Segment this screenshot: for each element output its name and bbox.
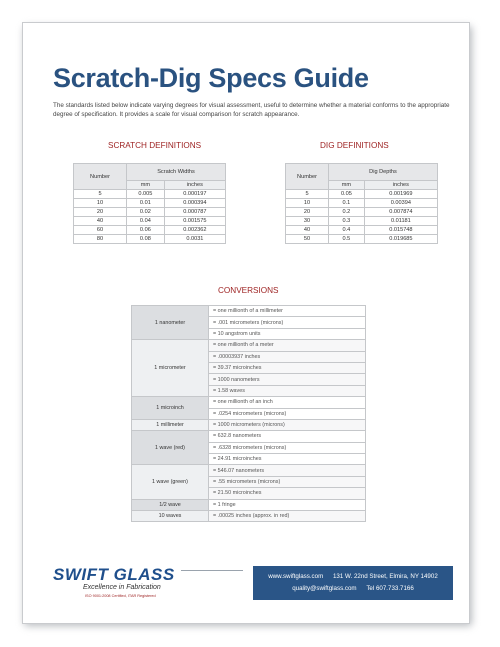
dig-col-mm: mm [329,181,365,190]
conversion-row [132,419,366,430]
contact-box [253,566,453,600]
logo-name: SWIFT GLASS [53,565,175,584]
conversion-value: = .55 micrometers (microns) [209,476,366,487]
table-row [74,217,226,226]
website-link[interactable]: www.swiftglass.com [268,573,324,580]
logo-certification: ISO 9001:2008 Certified, ITAR Registered [85,594,156,598]
table-row [74,208,226,217]
page-title: Scratch-Dig Specs Guide [53,63,369,93]
cell-inches: 0.000394 [164,199,225,208]
table-row [74,226,226,235]
cell-number: 10 [74,199,127,208]
cell-number: 60 [74,226,127,235]
cell-mm: 0.02 [127,208,165,217]
conversion-row [132,306,366,317]
conversion-row [132,511,366,522]
conversion-value: = .0254 micrometers (microns) [209,408,366,419]
table-row [286,199,438,208]
cell-inches: 0.00394 [364,199,437,208]
cell-number: 40 [286,226,329,235]
conversion-row [132,397,366,408]
cell-inches: 0.001969 [364,190,437,199]
address-text: 131 W. 22nd Street, Elmira, NY 14902 [332,573,438,580]
table-row [74,235,226,244]
cell-mm: 0.04 [127,217,165,226]
cell-number: 30 [286,217,329,226]
conversion-unit: 1 nanometer [132,306,209,340]
cell-inches: 0.000197 [164,190,225,199]
conversion-unit: 10 waves [132,511,209,522]
conversion-value: = 1 fringe [209,499,366,510]
cell-mm: 0.01 [127,199,165,208]
phone-text: Tel 607.733.7166 [366,585,414,592]
cell-mm: 0.05 [329,190,365,199]
dig-col-number: Number [286,164,329,190]
dig-table [285,163,438,244]
cell-inches: 0.000787 [164,208,225,217]
conversion-value: = 21.50 microinches [209,488,366,499]
conversion-row [132,465,366,476]
cell-number: 80 [74,235,127,244]
conversion-unit: 1 wave (red) [132,431,209,465]
scratch-heading: SCRATCH DEFINITIONS [108,141,202,150]
logo-tagline: Excellence in Fabrication [83,584,161,591]
cell-mm: 0.4 [329,226,365,235]
conversion-value: = 1000 nanometers [209,374,366,385]
cell-number: 40 [74,217,127,226]
dig-col-inches: inches [364,181,437,190]
conversion-row [132,340,366,351]
conversion-value: = one millionth of a millimeter [209,306,366,317]
footer-divider [181,570,243,571]
conversion-value: = one millionth of a meter [209,340,366,351]
table-row [286,217,438,226]
cell-inches: 0.019685 [364,235,437,244]
conversion-value: = .00003937 inches [209,351,366,362]
cell-inches: 0.001575 [164,217,225,226]
conversion-value: = 39.37 microinches [209,362,366,373]
cell-number: 10 [286,199,329,208]
cell-number: 50 [286,235,329,244]
conversion-row [132,431,366,442]
cell-mm: 0.06 [127,226,165,235]
conversion-value: = 24.91 microinches [209,454,366,465]
conversion-row [132,499,366,510]
conversion-unit: 1 microinch [132,397,209,420]
dig-group-header: Dig Depths [329,164,438,181]
conversions-heading: CONVERSIONS [218,286,279,295]
conversion-unit: 1/2 wave [132,499,209,510]
conversion-value: = 10 angstrom units [209,328,366,339]
cell-mm: 0.3 [329,217,365,226]
scratch-col-number: Number [74,164,127,190]
cell-inches: 0.015748 [364,226,437,235]
contact-line-1 [253,571,453,583]
swift-glass-logo [53,565,203,607]
cell-number: 5 [74,190,127,199]
table-row [74,199,226,208]
table-row [286,226,438,235]
cell-mm: 0.2 [329,208,365,217]
conversion-unit: 1 wave (green) [132,465,209,499]
scratch-col-inches: inches [164,181,225,190]
conversion-value: = .6328 micrometers (microns) [209,442,366,453]
cell-mm: 0.1 [329,199,365,208]
document-page [22,22,470,624]
intro-paragraph: The standards listed below indicate varying degrees for visual assessment, useful to determine whether a material conforms to the appropriate degree of specification. It provides a scale for visual comparison for scratch appearance. [53,102,450,119]
conversion-value: = 1000 micrometers (microns) [209,419,366,430]
conversion-value: = .001 micrometers (microns) [209,317,366,328]
conversion-unit: 1 micrometer [132,340,209,397]
conversion-value: = one millionth of an inch [209,397,366,408]
email-link[interactable]: quality@swiftglass.com [292,585,357,592]
conversions-table [131,305,366,522]
conversion-unit: 1 millimeter [132,419,209,430]
conversion-value: = 1.58 waves [209,385,366,396]
cell-mm: 0.005 [127,190,165,199]
cell-inches: 0.002362 [164,226,225,235]
scratch-col-mm: mm [127,181,165,190]
cell-inches: 0.01181 [364,217,437,226]
cell-mm: 0.08 [127,235,165,244]
cell-inches: 0.007874 [364,208,437,217]
cell-inches: 0.0031 [164,235,225,244]
conversion-value: = 632.8 nanometers [209,431,366,442]
scratch-group-header: Scratch Widths [127,164,226,181]
cell-number: 5 [286,190,329,199]
cell-number: 20 [286,208,329,217]
table-row [286,208,438,217]
cell-mm: 0.5 [329,235,365,244]
scratch-table [73,163,226,244]
table-row [286,235,438,244]
cell-number: 20 [74,208,127,217]
table-row [74,190,226,199]
conversion-value: = .00025 inches (approx. in red) [209,511,366,522]
conversion-value: = 546.07 nanometers [209,465,366,476]
table-row [286,190,438,199]
contact-line-2 [253,583,453,595]
dig-heading: DIG DEFINITIONS [320,141,389,150]
